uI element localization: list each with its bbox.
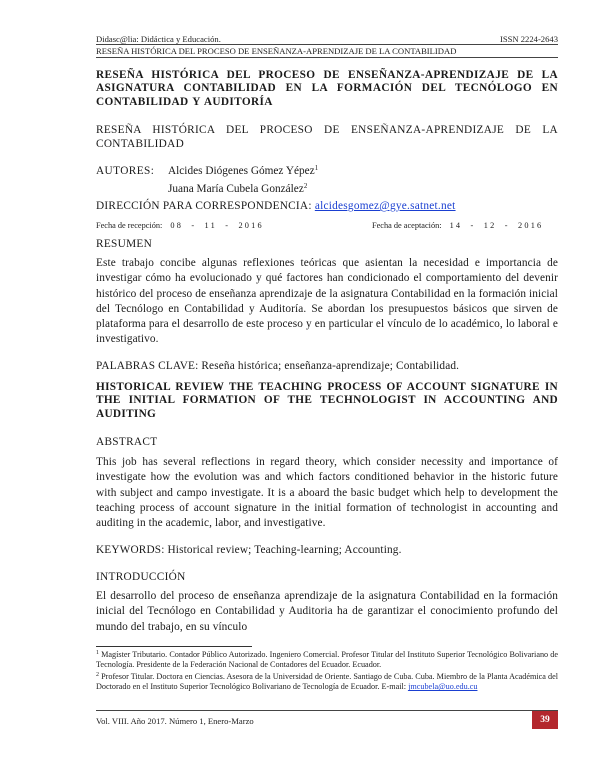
footnote-separator: [96, 646, 252, 647]
author-row-1: [96, 162, 558, 180]
article-subtitle: RESEÑA HISTÓRICA DEL PROCESO DE ENSEÑANZA-APRENDIZAJE DE LA CONTABILIDAD: [96, 124, 558, 150]
accepted-date: [372, 221, 543, 230]
correspondence: [96, 200, 558, 212]
abstract-text: This job has several reflections in regard theory, which consider necessity and importance of investigate how the evolution was and which factors conditioned behavior in the historic future with subject and campo investigate. It is a aboard the basic budget which help to development the teaching process of account signature in the initial formation of technologist in accounting and auditing in the academic, labor, and investigative.: [96, 456, 558, 530]
running-title: RESEÑA HISTÓRICA DEL PROCESO DE ENSEÑANZA-APRENDIZAJE DE LA CONTABILIDAD: [96, 46, 457, 56]
authors-label: AUTORES:: [96, 165, 155, 177]
author-row-2: [96, 180, 558, 198]
footnote-1-text: Magíster Tributario. Contador Público Autorizado. Ingeniero Comercial. Profesor Titular del Instituto Superior Tecnológico Bolivariano de Tecnología. Presidente de la Federación Nacional de Contadores del Ecuador. Ecuador.: [96, 650, 558, 670]
header-rule: [96, 44, 558, 45]
english-title: HISTORICAL REVIEW THE TEACHING PROCESS OF ACCOUNT SIGNATURE IN THE INITIAL FORMATION OF THE TECHNOLOGIST IN ACCOUNTING AND AUDITING: [96, 381, 558, 420]
footnote-1: [96, 650, 558, 671]
accepted-label: Fecha de aceptación:: [372, 221, 442, 230]
received-date: [96, 221, 372, 230]
footnote-2-email-link[interactable]: jmcubela@uo.edu.cu: [408, 682, 478, 692]
resumen-text: Este trabajo concibe algunas reflexiones teóricas que asientan la necesidad e importancia de investigar cómo ha evolucionado y qué factores han condicionado el comportamiento del devenir histórico del proceso de enseñanza aprendizaje de la asignatura Contabilidad en la formación inicial del Tecnólogo en Contabilidad y Auditoría. Se abordan los presupuestos básicos que sirven de plataforma para el desarrollo de este proceso y en particular el vínculo de lo académico, lo laboral e investigativo.: [96, 257, 558, 346]
introduccion-heading: INTRODUCCIÓN: [96, 571, 186, 583]
footnote-2: [96, 672, 558, 693]
footnote-1-mark: 1: [96, 650, 99, 656]
dates-row: [96, 221, 558, 230]
correspondence-label: DIRECCIÓN PARA CORRESPONDENCIA:: [96, 200, 312, 212]
page-number-badge: 39: [532, 711, 558, 729]
abstract-heading: ABSTRACT: [96, 436, 158, 448]
issn: ISSN 2224-2643: [499, 34, 558, 44]
author-1: Alcides Diógenes Gómez Yépez: [168, 165, 315, 177]
keywords: KEYWORDS: Historical review; Teaching-learning; Accounting.: [96, 544, 402, 556]
footer-citation: Vol. VIII. Año 2017. Número 1, Enero-Marzo: [96, 716, 254, 726]
article-title: RESEÑA HISTÓRICA DEL PROCESO DE ENSEÑANZA-APRENDIZAJE DE LA ASIGNATURA CONTABILIDAD EN LA FORMACIÓN DEL TECNÓLOGO EN CONTABILIDAD Y AUDITORÍA: [96, 69, 558, 108]
page-header: [96, 34, 558, 44]
header-rule-2: [96, 57, 558, 58]
palabras-clave: PALABRAS CLAVE: Reseña histórica; enseñanza-aprendizaje; Contabilidad.: [96, 360, 460, 372]
footer-rule: [96, 710, 558, 711]
author-2-footnote-mark[interactable]: 2: [303, 182, 308, 190]
accepted-value: 14 - 12 - 2016: [449, 221, 544, 230]
journal-name: Didasc@lia: Didáctica y Educación.: [96, 34, 221, 44]
footnote-2-text: Profesor Titular. Doctora en Ciencias. Asesora de la Universidad de Oriente. Santiago de Cuba. Cuba. Miembro de la Planta Académica del Doctorado en el Instituto Superior Tecnológico Bolivariano de Tecnología de Ecuador. E-mail:: [96, 672, 558, 692]
footnote-2-mark: 2: [96, 672, 99, 678]
author-2: Juana María Cubela González: [168, 183, 304, 195]
resumen-heading: RESUMEN: [96, 238, 153, 250]
received-value: 08 - 11 - 2016: [170, 221, 264, 230]
correspondence-email-link[interactable]: alcidesgomez@gye.satnet.net: [314, 200, 456, 212]
author-1-footnote-mark[interactable]: 1: [314, 164, 319, 172]
authors-block: [96, 162, 558, 198]
introduccion-text: El desarrollo del proceso de enseñanza aprendizaje de la asignatura Contabilidad en la formación inicial del Tecnólogo en Contabilidad y Auditoria ha de garantizar el conocimiento profundo del mundo del trabajo, en su vínculo: [96, 590, 558, 633]
received-label: Fecha de recepción:: [96, 221, 163, 230]
